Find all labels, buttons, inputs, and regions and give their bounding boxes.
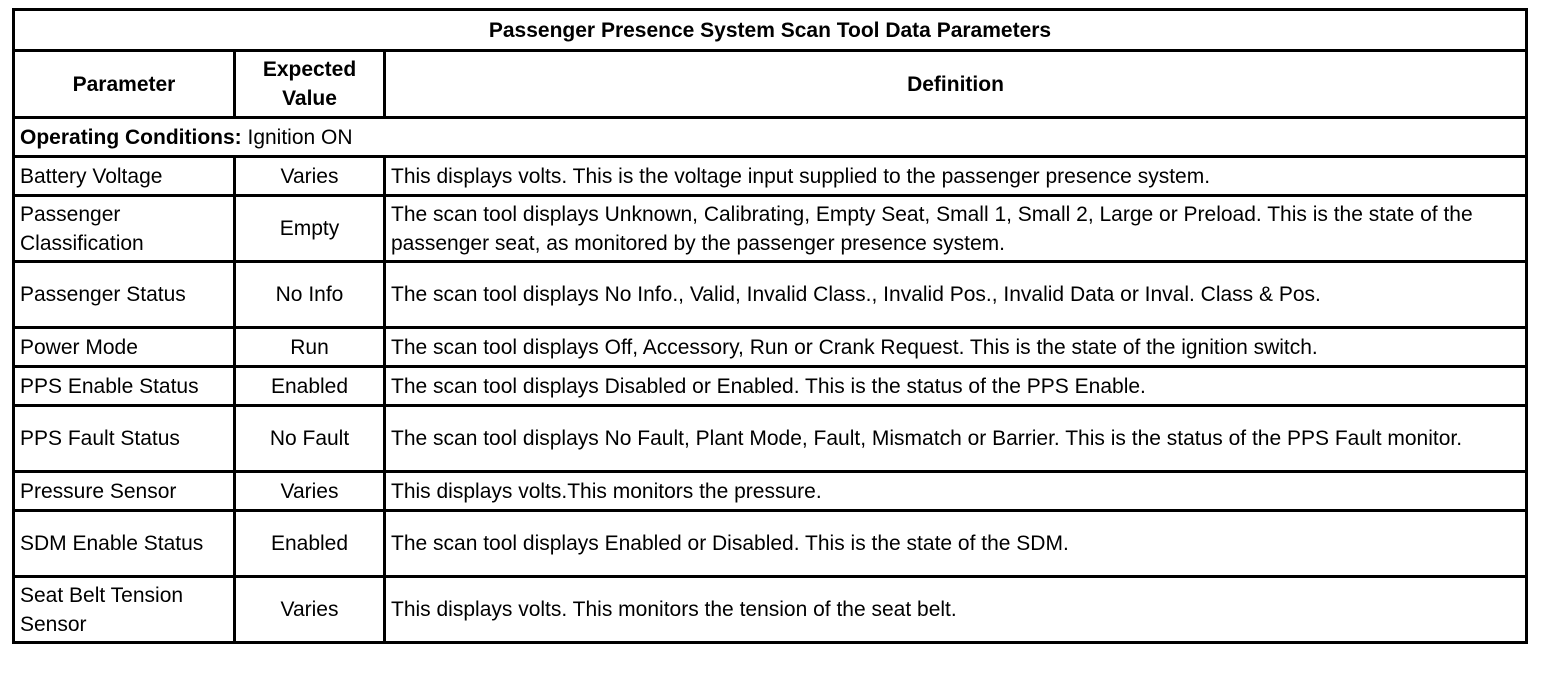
definition-cell: The scan tool displays Disabled or Enabled. This is the status of the PPS Enable.	[385, 367, 1527, 406]
column-header-row	[14, 51, 1527, 118]
table-row	[14, 511, 1527, 577]
parameter-cell: Battery Voltage	[14, 157, 235, 196]
definition-cell: The scan tool displays Unknown, Calibrating, Empty Seat, Small 1, Small 2, Large or Preload. This is the state of the passenger seat, as monitored by the passenger presence system.	[385, 196, 1527, 262]
parameter-cell: Passenger Classification	[14, 196, 235, 262]
definition-cell: This displays volts.This monitors the pressure.	[385, 472, 1527, 511]
table-row	[14, 196, 1527, 262]
scan-tool-data-table	[12, 8, 1528, 644]
expected-value-cell: Varies	[235, 472, 385, 511]
expected-value-cell: Enabled	[235, 367, 385, 406]
parameter-cell: PPS Fault Status	[14, 406, 235, 472]
table-row	[14, 262, 1527, 328]
header-parameter: Parameter	[14, 51, 235, 118]
definition-cell: This displays volts. This monitors the tension of the seat belt.	[385, 577, 1527, 643]
table-row	[14, 406, 1527, 472]
expected-value-cell: Empty	[235, 196, 385, 262]
operating-conditions-label: Operating Conditions:	[20, 125, 242, 149]
header-definition: Definition	[385, 51, 1527, 118]
definition-cell: The scan tool displays No Info., Valid, Invalid Class., Invalid Pos., Invalid Data or Inval. Class & Pos.	[385, 262, 1527, 328]
parameter-cell: Passenger Status	[14, 262, 235, 328]
table-row	[14, 577, 1527, 643]
definition-cell: This displays volts. This is the voltage input supplied to the passenger presence system.	[385, 157, 1527, 196]
expected-value-cell: Run	[235, 328, 385, 367]
table-row	[14, 328, 1527, 367]
definition-cell: The scan tool displays Off, Accessory, Run or Crank Request. This is the state of the ignition switch.	[385, 328, 1527, 367]
table-row	[14, 367, 1527, 406]
operating-conditions-value: Ignition ON	[241, 125, 353, 149]
expected-value-cell: No Info	[235, 262, 385, 328]
parameter-cell: Seat Belt Tension Sensor	[14, 577, 235, 643]
parameter-cell: SDM Enable Status	[14, 511, 235, 577]
table-title-row	[14, 10, 1527, 51]
expected-value-cell: Varies	[235, 157, 385, 196]
table-title: Passenger Presence System Scan Tool Data Parameters	[14, 10, 1527, 51]
parameter-cell: Power Mode	[14, 328, 235, 367]
parameter-cell: PPS Enable Status	[14, 367, 235, 406]
definition-cell: The scan tool displays Enabled or Disabled. This is the state of the SDM.	[385, 511, 1527, 577]
expected-value-cell: No Fault	[235, 406, 385, 472]
header-expected-value: Expected Value	[235, 51, 385, 118]
expected-value-cell: Varies	[235, 577, 385, 643]
table-row	[14, 157, 1527, 196]
operating-conditions-row	[14, 118, 1527, 157]
definition-cell: The scan tool displays No Fault, Plant Mode, Fault, Mismatch or Barrier. This is the status of the PPS Fault monitor.	[385, 406, 1527, 472]
parameter-cell: Pressure Sensor	[14, 472, 235, 511]
expected-value-cell: Enabled	[235, 511, 385, 577]
table-row	[14, 472, 1527, 511]
operating-conditions-cell	[14, 118, 1527, 157]
